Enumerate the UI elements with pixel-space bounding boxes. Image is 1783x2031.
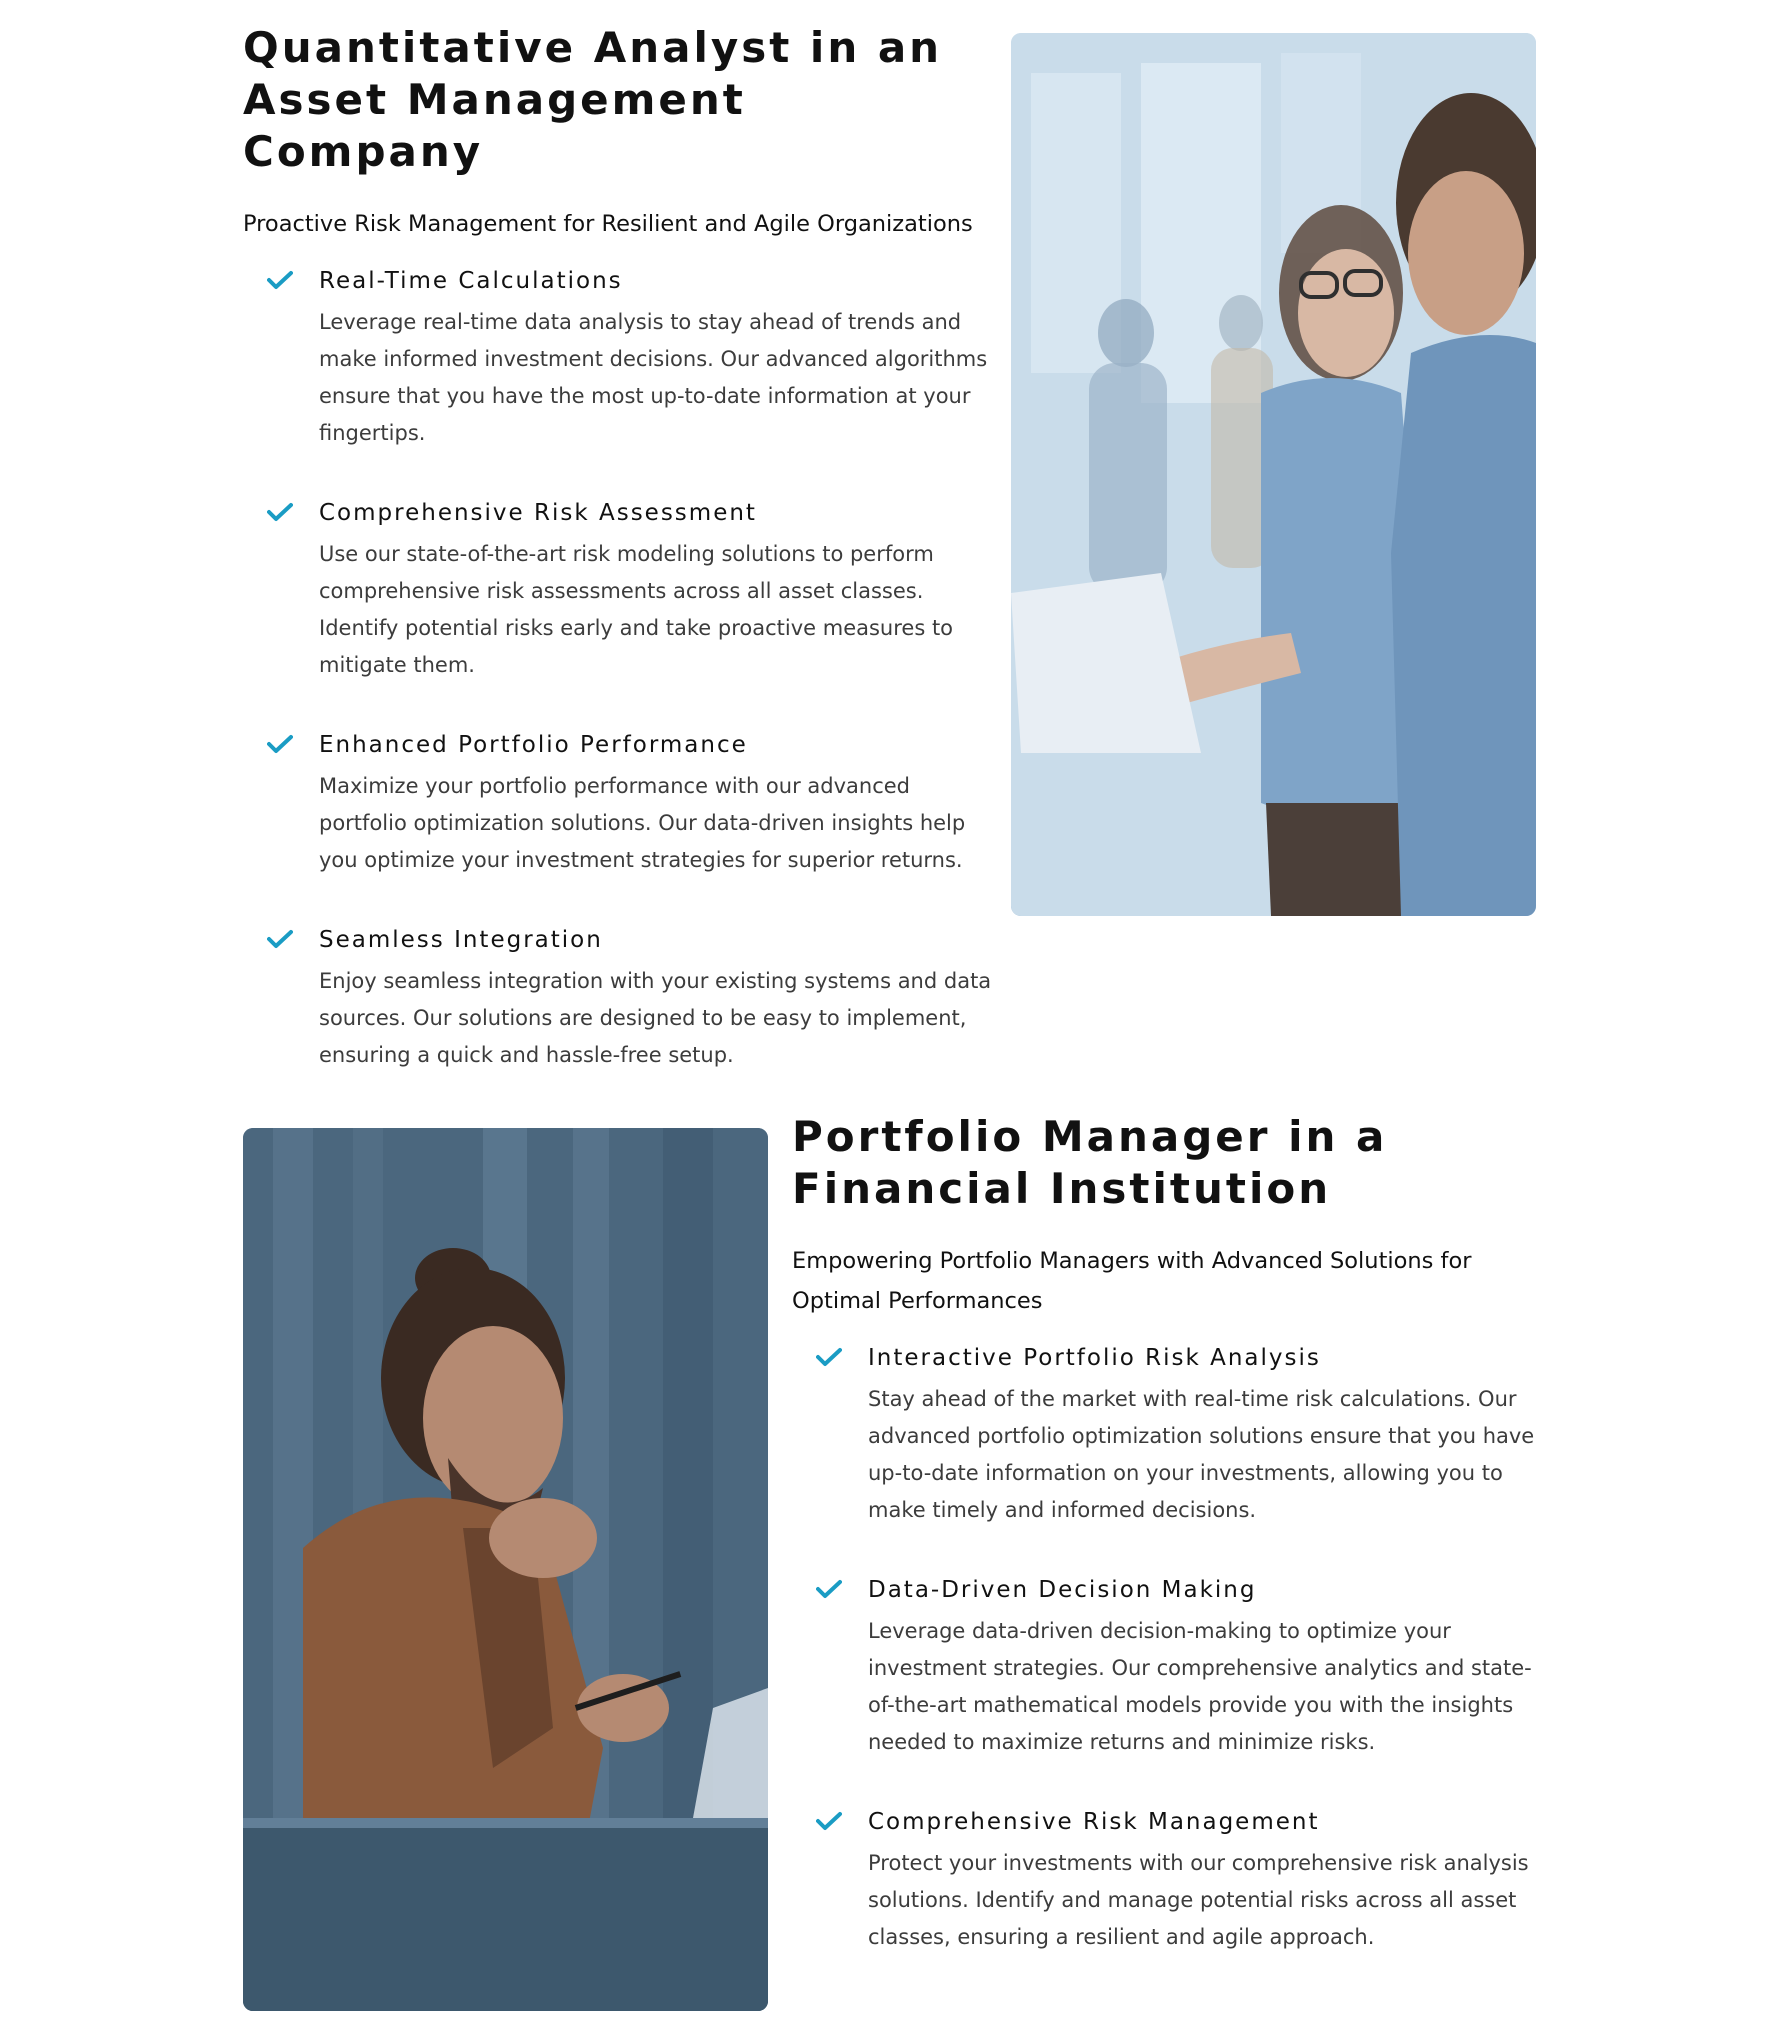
thinking-man-photo [243, 1128, 768, 2011]
check-icon [816, 1811, 842, 1831]
feature-description: Protect your investments with our comprehensive risk analysis solutions. Identify and manage potential risks across all asset classes, ensuring a resilient and agile approach. [868, 1851, 1529, 1949]
feature-item [243, 923, 1003, 1074]
check-icon [816, 1579, 842, 1599]
feature-item [243, 264, 1003, 452]
feature-title: Enhanced Portfolio Performance [319, 732, 748, 758]
feature-title: Comprehensive Risk Assessment [319, 500, 757, 526]
section-title: Portfolio Manager in a Financial Institution [792, 1112, 1388, 1213]
section-subtitle: Empowering Portfolio Managers with Advanced Solutions for Optimal Performances [792, 1248, 1472, 1314]
portfolio-manager-text [792, 1111, 1552, 2000]
feature-item [792, 1805, 1552, 1956]
feature-description: Enjoy seamless integration with your existing systems and data sources. Our solutions are designed to be easy to implement, ensuring a quick and hassle-free setup. [319, 969, 992, 1067]
check-icon [267, 502, 293, 522]
check-icon [267, 734, 293, 754]
section-subtitle: Proactive Risk Management for Resilient and Agile Organizations [243, 211, 973, 237]
feature-list [243, 264, 1003, 1074]
feature-description: Use our state-of-the-art risk modeling solutions to perform comprehensive risk assessments across all asset classes. Identify potential risks early and take proactive measures to mitigate them. [319, 542, 954, 677]
check-icon [267, 270, 293, 290]
feature-item [243, 496, 1003, 684]
feature-title: Comprehensive Risk Management [868, 1809, 1320, 1835]
feature-item [243, 728, 1003, 879]
portfolio-manager-section [0, 1110, 1783, 2031]
feature-description: Leverage data-driven decision-making to optimize your investment strategies. Our comprehensive analytics and state-of-the-art mathematical models provide you with the insights needed to maximize returns and minimize risks. [868, 1619, 1532, 1754]
check-icon [267, 929, 293, 949]
check-icon [816, 1347, 842, 1367]
quant-analyst-text [243, 22, 1003, 1118]
feature-description: Maximize your portfolio performance with our advanced portfolio optimization solutions. Our data-driven insights help you optimize your investment strategies for superior returns. [319, 774, 966, 872]
team-discussion-photo [1011, 33, 1536, 916]
thinking-man-illustration [243, 1128, 768, 2011]
team-discussion-illustration [1011, 33, 1536, 916]
section-title: Quantitative Analyst in an Asset Management Company [243, 23, 943, 176]
feature-description: Leverage real-time data analysis to stay ahead of trends and make informed investment decisions. Our advanced algorithms ensure that you have the most up-to-date information at your fingertips. [319, 310, 988, 445]
feature-description: Stay ahead of the market with real-time risk calculations. Our advanced portfolio optimization solutions ensure that you have up-to-date information on your investments, allowing you to make timely and informed decisions. [868, 1387, 1535, 1522]
feature-title: Seamless Integration [319, 927, 603, 953]
feature-list [792, 1341, 1552, 1956]
feature-title: Data-Driven Decision Making [868, 1577, 1257, 1603]
feature-title: Interactive Portfolio Risk Analysis [868, 1345, 1321, 1371]
feature-item [792, 1573, 1552, 1761]
feature-title: Real-Time Calculations [319, 268, 623, 294]
feature-item [792, 1341, 1552, 1529]
